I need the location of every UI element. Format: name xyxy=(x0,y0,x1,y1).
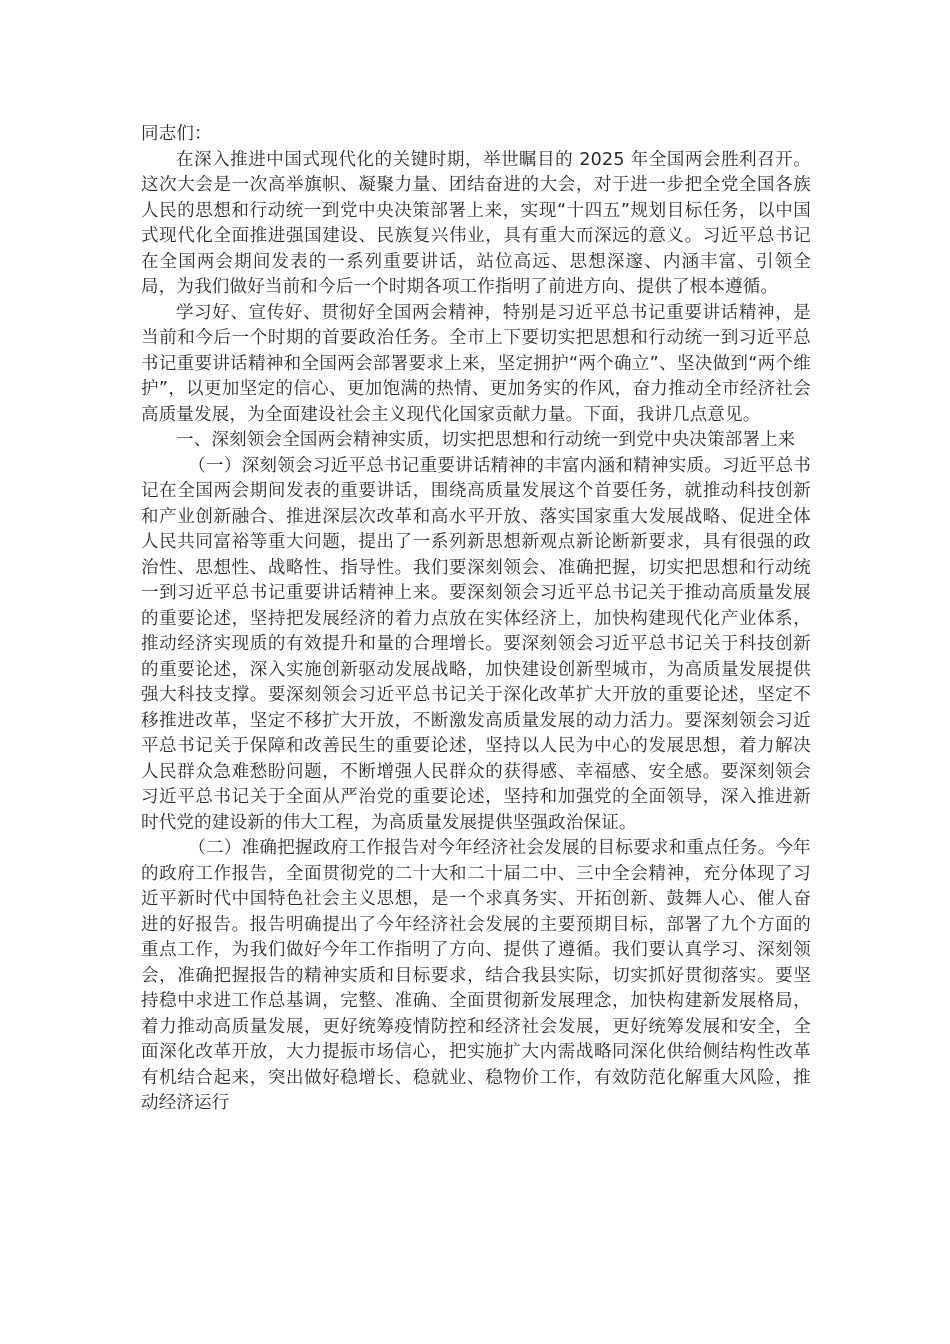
paragraph-study: 学习好、宣传好、贯彻好全国两会精神，特别是习近平总书记重要讲话精神，是当前和今后一个时期的首要政治任务。全市上下要切实把思想和行动统一到习近平总书记重要讲话精神和全国两会部署要求上来，坚定拥护“两个确立”、坚决做到“两个维护”，以更加坚定的信心、更加饱满的热情、更加务实的作风，奋力推动全市经济社会高质量发展，为全面建设社会主义现代化国家贡献力量。下面，我讲几点意见。 xyxy=(141,302,811,425)
paragraph-intro: 在深入推进中国式现代化的关键时期，举世瞩目的 2025 年全国两会胜利召开。这次大会是一次高举旗帜、凝聚力量、团结奋进的大会，对于进一步把全党全国各族人民的思想和行动统一到党中央决策部署上来，实现“十四五”规划目标任务，以中国式现代化全面推进强国建设、民族复兴伟业，具有重大而深远的意义。习近平总书记在全国两会期间发表的一系列重要讲话，站位高远、思想深邃、内涵丰富、引领全局，为我们做好当前和今后一个时期各项工作指明了前进方向、提供了根本遵循。 xyxy=(141,149,811,297)
document-page xyxy=(141,122,811,1117)
section-heading-1: 一、深刻领会全国两会精神实质，切实把思想和行动统一到党中央决策部署上来 xyxy=(176,430,796,450)
subsection-1: （一）深刻领会习近平总书记重要讲话精神的丰富内涵和精神实质。习近平总书记在全国两会期间发表的重要讲话，围绕高质量发展这个首要任务，就推动科技创新和产业创新融合、推进深层次改革和高水平开放、落实国家重大发展战略、促进全体人民共同富裕等重大问题，提出了一系列新思想新观点新论断新要求，具有很强的政治性、思想性、战略性、指导性。我们要深刻领会、准确把握，切实把思想和行动统一到习近平总书记重要讲话精神上来。要深刻领会习近平总书记关于推动高质量发展的重要论述，坚持把发展经济的着力点放在实体经济上，加快构建现代化产业体系，推动经济实现质的有效提升和量的合理增长。要深刻领会习近平总书记关于科技创新的重要论述，深入实施创新驱动发展战略，加快建设创新型城市，为高质量发展提供强大科技支撑。要深刻领会习近平总书记关于深化改革扩大开放的重要论述，坚定不移推进改革，坚定不移扩大开放，不断激发高质量发展的动力活力。要深刻领会习近平总书记关于保障和改善民生的重要论述，坚持以人民为中心的发展思想，着力解决人民群众急难愁盼问题，不断增强人民群众的获得感、幸福感、安全感。要深刻领会习近平总书记关于全面从严治党的重要论述，坚持和加强党的全面领导，深入推进新时代党的建设新的伟大工程，为高质量发展提供坚强政治保证。 xyxy=(141,455,811,833)
subsection-2: （二）准确把握政府工作报告对今年经济社会发展的目标要求和重点任务。今年的政府工作报告，全面贯彻党的二十大和二十届二中、三中全会精神，充分体现了习近平新时代中国特色社会主义思想，是一个求真务实、开拓创新、鼓舞人心、催人奋进的好报告。报告明确提出了今年经济社会发展的主要预期目标，部署了九个方面的重点工作，为我们做好今年工作指明了方向、提供了遵循。我们要认真学习、深刻领会，准确把握报告的精神实质和目标要求，结合我县实际，切实抓好贯彻落实。要坚持稳中求进工作总基调，完整、准确、全面贯彻新发展理念，加快构建新发展格局，着力推动高质量发展，更好统筹疫情防控和经济社会发展，更好统筹发展和安全，全面深化改革开放，大力提振市场信心，把实施扩大内需战略同深化供给侧结构性改革有机结合起来，突出做好稳增长、稳就业、稳物价工作，有效防范化解重大风险，推动经济运行 xyxy=(141,838,811,1113)
salutation: 同志们： xyxy=(141,124,212,144)
